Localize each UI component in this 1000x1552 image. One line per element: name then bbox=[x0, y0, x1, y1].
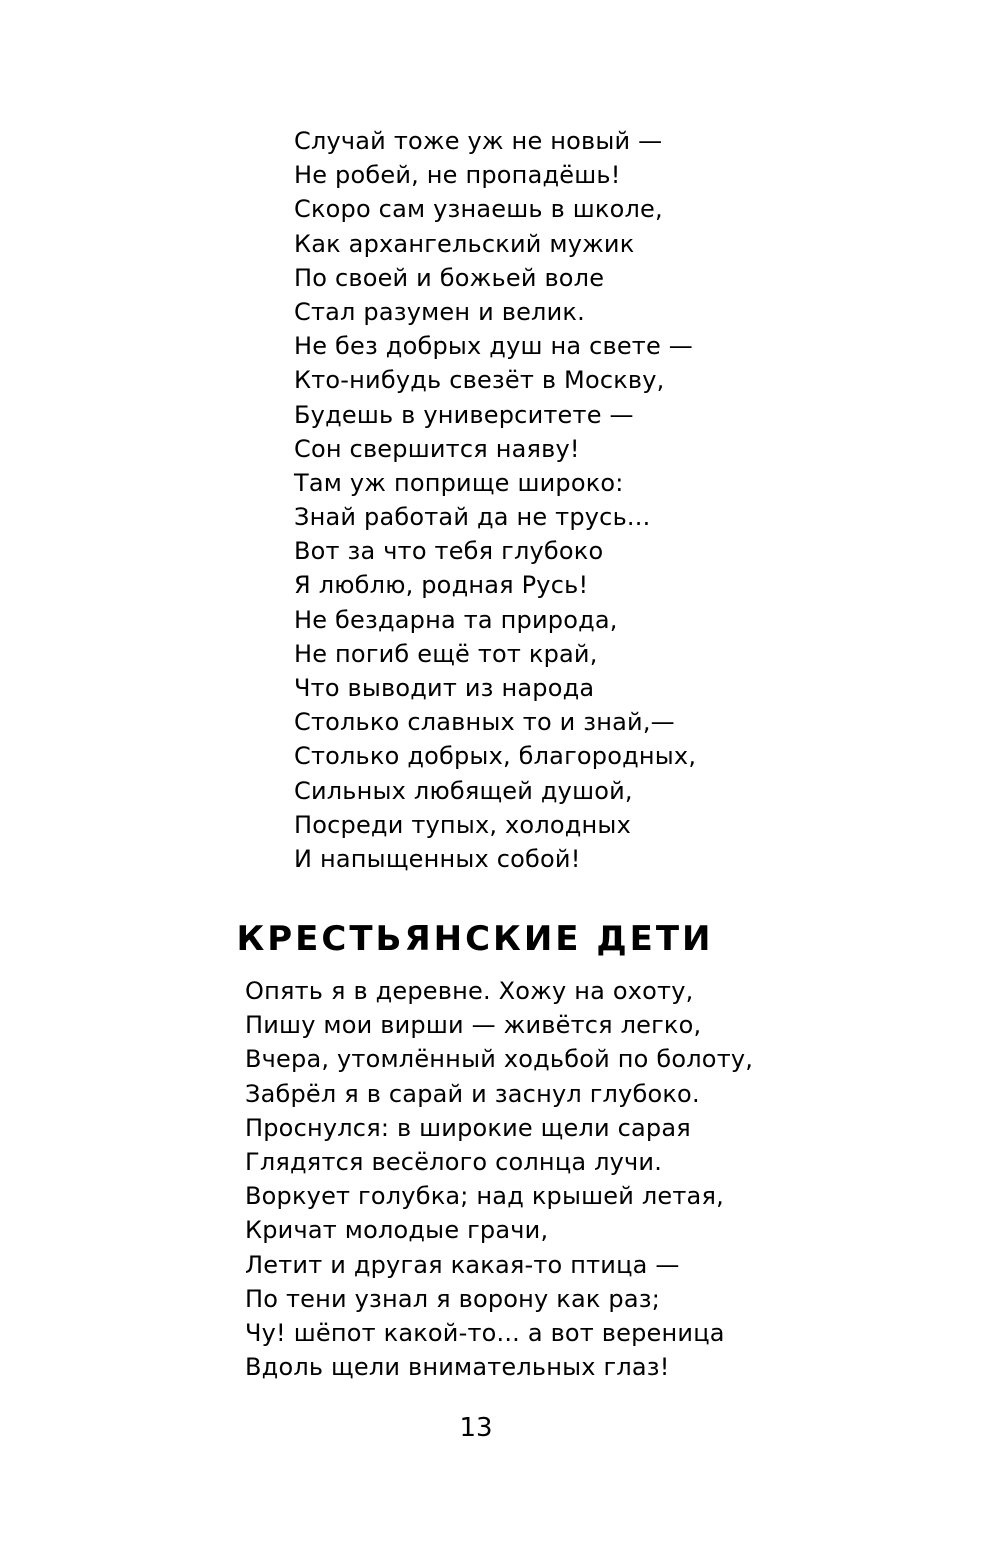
verse-line: Сон свершится наяву! bbox=[294, 434, 580, 463]
verse-line: Скоро сам узнаешь в школе, bbox=[294, 195, 663, 224]
verse-line: Там уж поприще широко: bbox=[294, 468, 624, 497]
verse-line: Что выводит из народа bbox=[294, 674, 595, 702]
verse-line: Будешь в университете — bbox=[294, 400, 634, 429]
verse-line: Забрёл я в сарай и заснул глубоко. bbox=[245, 1079, 700, 1108]
verse-line: И напыщенных собой! bbox=[294, 844, 581, 873]
verse-line: Проснулся: в широкие щели сарая bbox=[245, 1113, 691, 1142]
verse-line: Столько славных то и знай,— bbox=[294, 708, 675, 737]
verse-line: Не робей, не пропадёшь! bbox=[294, 161, 621, 190]
previous-poem-verse bbox=[294, 124, 696, 876]
verse-line: Вчера, утомлённый ходьбой по болоту, bbox=[245, 1045, 754, 1074]
verse-line: Кричат молодые грачи, bbox=[245, 1216, 549, 1245]
page-number: 13 bbox=[459, 1413, 493, 1443]
verse-line: Столько добрых, благородных, bbox=[294, 742, 697, 771]
verse-line: По тени узнал я ворону как раз; bbox=[245, 1284, 661, 1313]
verse-line: Чу! шёпот какой-то... а вот вереница bbox=[245, 1318, 725, 1347]
verse-line: Опять я в деревне. Хожу на охоту, bbox=[245, 977, 694, 1005]
verse-line: Кто-нибудь свезёт в Москву, bbox=[294, 366, 665, 395]
verse-line: Как архангельский мужик bbox=[294, 229, 635, 258]
verse-line: Знай работай да не трусь... bbox=[294, 503, 651, 532]
verse-line: Вот за что тебя глубоко bbox=[294, 537, 604, 566]
verse-line: Не бездарна та природа, bbox=[294, 605, 618, 634]
verse-line: Я люблю, родная Русь! bbox=[294, 571, 589, 600]
verse-line: Не погиб ещё тот край, bbox=[294, 639, 598, 668]
verse-line: Летит и другая какая-то птица — bbox=[245, 1250, 680, 1279]
verse-line: Стал разумен и велик. bbox=[294, 297, 585, 326]
verse-line: Случай тоже уж не новый — bbox=[294, 127, 663, 155]
verse-line: Не без добрых душ на свете — bbox=[294, 332, 693, 361]
verse-line: По своей и божьей воле bbox=[294, 263, 605, 292]
verse-line: Воркует голубка; над крышей летая, bbox=[245, 1182, 724, 1211]
verse-line: Сильных любящей душой, bbox=[294, 776, 633, 805]
poem-verse bbox=[245, 974, 753, 1384]
verse-line: Пишу мои вирши — живётся легко, bbox=[245, 1011, 702, 1040]
verse-line: Вдоль щели внимательных глаз! bbox=[245, 1353, 670, 1382]
verse-line: Посреди тупых, холодных bbox=[294, 810, 631, 839]
poem-title: КРЕСТЬЯНСКИЕ ДЕТИ bbox=[236, 919, 714, 959]
verse-line: Глядятся весёлого солнца лучи. bbox=[245, 1147, 663, 1176]
